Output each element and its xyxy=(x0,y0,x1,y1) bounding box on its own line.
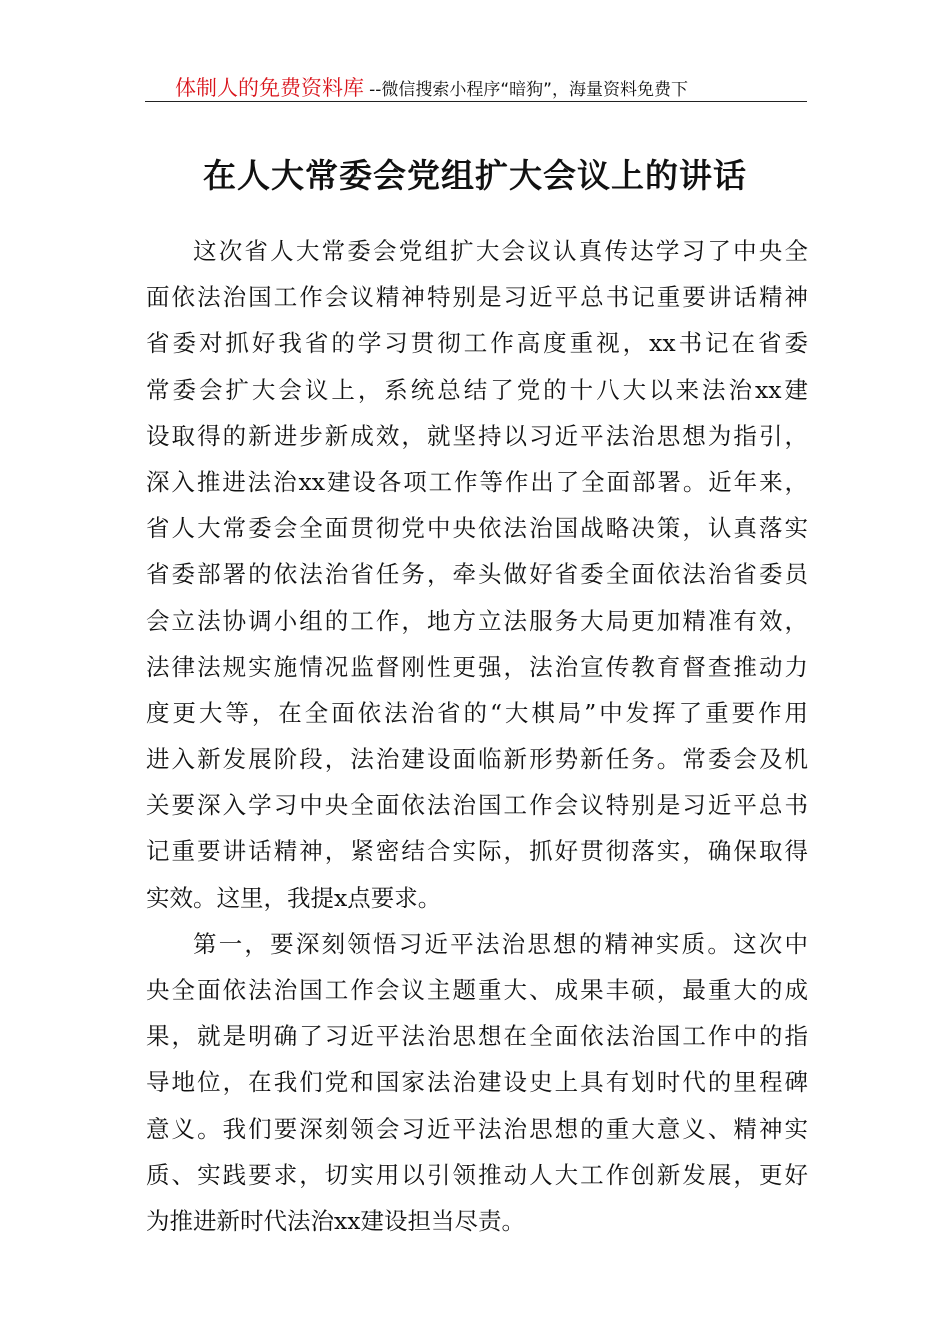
document-body xyxy=(146,228,808,1244)
header-note: --微信搜索小程序“暗狗”，海量资料免费下 xyxy=(369,80,688,100)
text-line: 果，就是明确了习近平法治思想在全面依法治国工作中的指 xyxy=(146,1022,808,1051)
paragraph-1 xyxy=(146,228,808,921)
text-line: 实效。这里，我提x点要求。 xyxy=(146,883,442,912)
header-divider xyxy=(145,101,807,102)
text-line: 省委部署的依法治省任务，牵头做好省委全面依法治省委员 xyxy=(146,560,808,589)
text-line: 导地位，在我们党和国家法治建设史上具有划时代的里程碑 xyxy=(146,1068,808,1097)
text-line: 为推进新时代法治xx建设担当尽责。 xyxy=(146,1206,526,1235)
text-line: 常委会扩大会议上，系统总结了党的十八大以来法治xx建 xyxy=(146,375,808,404)
text-line: 会立法协调小组的工作，地方立法服务大局更加精准有效， xyxy=(146,606,808,635)
document-header xyxy=(145,72,805,102)
text-line: 省委对抓好我省的学习贯彻工作高度重视，xx书记在省委 xyxy=(146,329,808,358)
text-line: 质、实践要求，切实用以引领推动人大工作创新发展，更好 xyxy=(146,1160,808,1189)
text-line: 第一，要深刻领悟习近平法治思想的精神实质。这次中 xyxy=(193,929,808,958)
text-line: 设取得的新进步新成效，就坚持以习近平法治思想为指引， xyxy=(146,421,808,450)
text-line: 意义。我们要深刻领会习近平法治思想的重大意义、精神实 xyxy=(146,1114,808,1143)
text-line: 法律法规实施情况监督刚性更强，法治宣传教育督查推动力 xyxy=(146,652,808,681)
text-line: 省人大常委会全面贯彻党中央依法治国战略决策，认真落实 xyxy=(146,514,808,543)
document-title: 在人大常委会党组扩大会议上的讲话 xyxy=(203,156,747,195)
text-line: 这次省人大常委会党组扩大会议认真传达学习了中央全 xyxy=(193,237,808,265)
text-line: 度更大等，在全面依法治省的“大棋局”中发挥了重要作用 xyxy=(146,698,808,727)
text-line: 央全面依法治国工作会议主题重大、成果丰硕，最重大的成 xyxy=(146,976,808,1004)
header-brand: 体制人的免费资料库 xyxy=(175,76,364,100)
text-line: 关要深入学习中央全面依法治国工作会议特别是习近平总书 xyxy=(146,791,808,820)
text-line: 记重要讲话精神，紧密结合实际，抓好贯彻落实，确保取得 xyxy=(146,837,808,866)
text-line: 面依法治国工作会议精神特别是习近平总书记重要讲话精神 xyxy=(146,283,808,312)
text-line: 深入推进法治xx建设各项工作等作出了全面部署。近年来， xyxy=(146,467,808,496)
paragraph-2 xyxy=(146,921,808,1244)
text-line: 进入新发展阶段，法治建设面临新形势新任务。常委会及机 xyxy=(146,745,808,774)
